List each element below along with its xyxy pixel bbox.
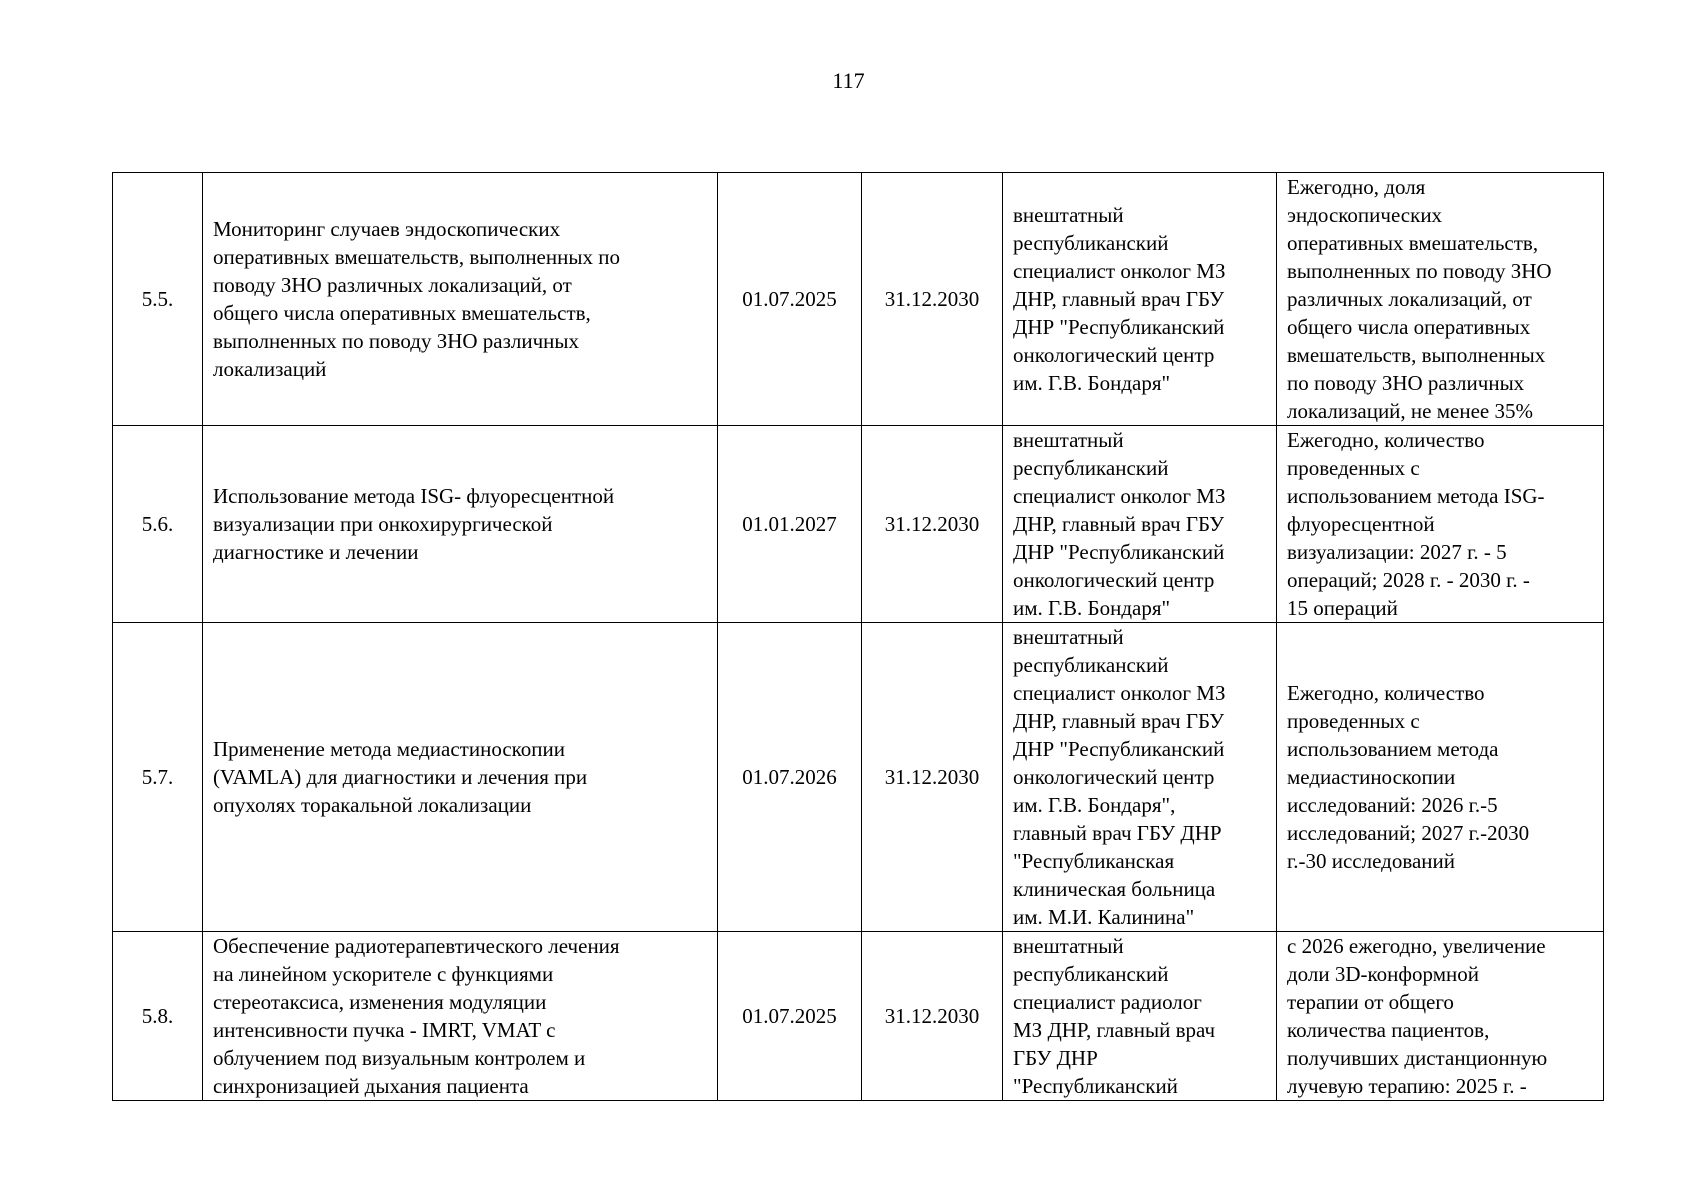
end-date: 31.12.2030 [862, 426, 1003, 623]
end-date: 31.12.2030 [862, 173, 1003, 426]
table-row [113, 932, 1604, 1101]
expected-result: Ежегодно, доля эндоскопических оперативных вмешательств, выполненных по поводу ЗНО различных локализаций, от общего числа оперативных вмешательств, выполненных по поводу ЗНО различных локализаций, не менее 35% [1277, 173, 1604, 426]
table-row [113, 623, 1604, 932]
expected-result: Ежегодно, количество проведенных с использованием метода ISG- флуоресцентной визуализации: 2027 г. - 5 операций; 2028 г. - 2030 г. - 15 операций [1277, 426, 1604, 623]
expected-result: Ежегодно, количество проведенных с использованием метода медиастиноскопии исследований: 2026 г.-5 исследований; 2027 г.-2030 г.-30 исследований [1277, 623, 1604, 932]
activity-title: Применение метода медиастиноскопии (VAMLA) для диагностики и лечения при опухолях торакальной локализации [203, 623, 718, 932]
row-number: 5.8. [113, 932, 203, 1101]
row-number: 5.7. [113, 623, 203, 932]
page-number: 117 [832, 68, 865, 93]
start-date: 01.01.2027 [718, 426, 862, 623]
end-date: 31.12.2030 [862, 932, 1003, 1101]
expected-result: с 2026 ежегодно, увеличение доли 3D-конформной терапии от общего количества пациентов, получивших дистанционную лучевую терапию: 2025 г. - [1277, 932, 1604, 1101]
end-date: 31.12.2030 [862, 623, 1003, 932]
responsible-party: внештатный республиканский специалист онколог МЗ ДНР, главный врач ГБУ ДНР "Республиканский онкологический центр им. Г.В. Бондаря" [1003, 173, 1277, 426]
activity-title: Использование метода ISG- флуоресцентной визуализации при онкохирургической диагностике и лечении [203, 426, 718, 623]
activities-table [112, 172, 1604, 1101]
row-number: 5.5. [113, 173, 203, 426]
start-date: 01.07.2026 [718, 623, 862, 932]
responsible-party: внештатный республиканский специалист онколог МЗ ДНР, главный врач ГБУ ДНР "Республиканский онкологический центр им. Г.В. Бондаря" [1003, 426, 1277, 623]
start-date: 01.07.2025 [718, 173, 862, 426]
responsible-party: внештатный республиканский специалист онколог МЗ ДНР, главный врач ГБУ ДНР "Республиканский онкологический центр им. Г.В. Бондаря", главный врач ГБУ ДНР "Республиканская клиническая больница им. М.И. Калинина" [1003, 623, 1277, 932]
start-date: 01.07.2025 [718, 932, 862, 1101]
responsible-party: внештатный республиканский специалист радиолог МЗ ДНР, главный врач ГБУ ДНР "Республиканский [1003, 932, 1277, 1101]
table-row [113, 426, 1604, 623]
activity-title: Обеспечение радиотерапевтического лечения на линейном ускорителе с функциями стереотаксиса, изменения модуляции интенсивности пучка - IMRT, VMAT с облучением под визуальным контролем и синхронизацией дыхания пациента [203, 932, 718, 1101]
activity-title: Мониторинг случаев эндоскопических оперативных вмешательств, выполненных по поводу ЗНО различных локализаций, от общего числа оперативных вмешательств, выполненных по поводу ЗНО различных локализаций [203, 173, 718, 426]
row-number: 5.6. [113, 426, 203, 623]
table-row [113, 173, 1604, 426]
